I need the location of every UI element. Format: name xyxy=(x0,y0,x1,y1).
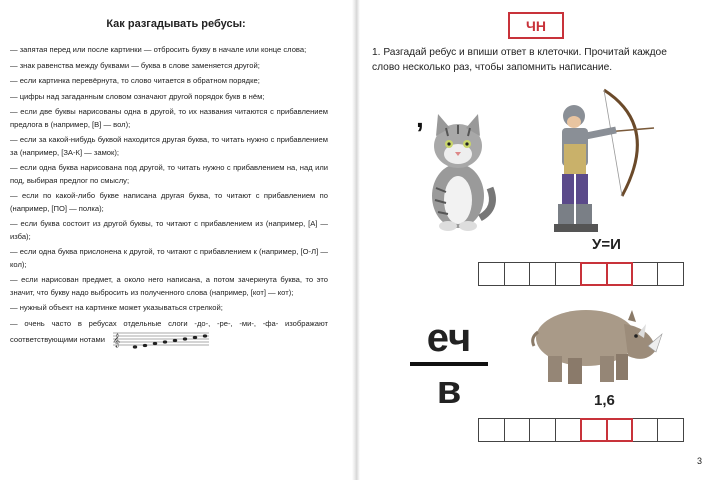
answer-cell[interactable] xyxy=(505,263,531,285)
task-instructions: 1. Разгадай ребус и впиши ответ в клеточки. Прочитай каждое слово несколько раз, чтобы запомнить написание. xyxy=(372,47,667,73)
answer-cell[interactable] xyxy=(658,419,684,441)
rebus-comma: , xyxy=(416,102,424,133)
rule-item: — нужный объект на картинке может указываться стрелкой; xyxy=(10,303,223,313)
fraction-line xyxy=(410,362,488,366)
fraction-top: еч xyxy=(426,316,472,360)
right-page xyxy=(360,0,718,480)
rule-item: — знак равенства между буквами — буква в слове заменяется другой; xyxy=(10,60,260,70)
answer-cell[interactable] xyxy=(607,263,633,285)
rebus-fraction xyxy=(408,318,490,410)
rule-item: — если за какой-нибудь буквой находится другая буква, то читать нужно с прибавлением за (например, [ЗА-К] — замок); xyxy=(10,135,328,157)
answer-cell[interactable] xyxy=(581,263,607,285)
rule-item: — если буква состоит из другой буквы, то читают с прибавлением из (например, [А] — изба); xyxy=(10,219,328,241)
answer-cell[interactable] xyxy=(505,419,531,441)
rules-list xyxy=(10,44,328,354)
svg-text:𝄞: 𝄞 xyxy=(113,333,121,348)
left-page xyxy=(0,0,352,480)
rule-item: — если картинка перевёрнута, то слово читается в обратном порядке; xyxy=(10,76,260,86)
book-spine xyxy=(352,0,360,480)
cat-illustration xyxy=(418,108,500,232)
answer-grid-1 xyxy=(478,262,684,286)
letter-swap-hint: У=И xyxy=(592,236,621,253)
spelling-badge: ЧН xyxy=(508,12,564,39)
rhino-illustration xyxy=(528,294,664,388)
answer-cell[interactable] xyxy=(581,419,607,441)
answer-cell[interactable] xyxy=(556,263,582,285)
archer-illustration xyxy=(542,86,662,236)
rules-title: Как разгадывать ребусы: xyxy=(106,18,246,30)
rule-item: — запятая перед или после картинки — отбросить букву в начале или конце слова; xyxy=(10,45,307,54)
rule-item: — если нарисован предмет, а около него написана, а потом зачеркнута буква, то это значит, что букву надо выбросить из полученного слова (например, [кот] — кот); xyxy=(10,275,328,297)
rule-item: — если одна буква нарисована под другой, то читать нужно с прибавлением на, над или под, выбирая предлог по смыслу; xyxy=(10,163,328,185)
page-number: 3 xyxy=(696,456,702,466)
letter-order-hint: 1,6 xyxy=(594,392,615,409)
rule-item: — если одна буква прислонена к другой, то читают с прибавлением к (например, [О-Л] — кол); xyxy=(10,247,328,269)
answer-cell[interactable] xyxy=(632,263,658,285)
rule-item: — если две буквы нарисованы одна в другой, то их названия читаются с прибавлением предлога в (например, [В] — вол); xyxy=(10,107,328,129)
rule-text: — очень часто в ребусах отдельные слоги -до-, -ре-, -ми-, -фа- изображают соответствующими нотами xyxy=(10,318,328,345)
answer-cell[interactable] xyxy=(530,419,556,441)
music-notes-icon xyxy=(111,330,211,350)
rule-item: — если по какой-либо букве написана другая буква, то читают с прибавлением по (например, [ПО] — полка); xyxy=(10,191,328,213)
answer-cell[interactable] xyxy=(658,263,684,285)
answer-cell[interactable] xyxy=(479,263,505,285)
answer-cell[interactable] xyxy=(530,263,556,285)
answer-cell[interactable] xyxy=(632,419,658,441)
rule-item xyxy=(10,318,328,350)
fraction-bottom: в xyxy=(436,368,462,412)
answer-grid-2 xyxy=(478,418,684,442)
rule-item: — цифры над загаданным словом означают другой порядок букв в нём; xyxy=(10,91,265,101)
answer-cell[interactable] xyxy=(607,419,633,441)
answer-cell[interactable] xyxy=(479,419,505,441)
answer-cell[interactable] xyxy=(556,419,582,441)
